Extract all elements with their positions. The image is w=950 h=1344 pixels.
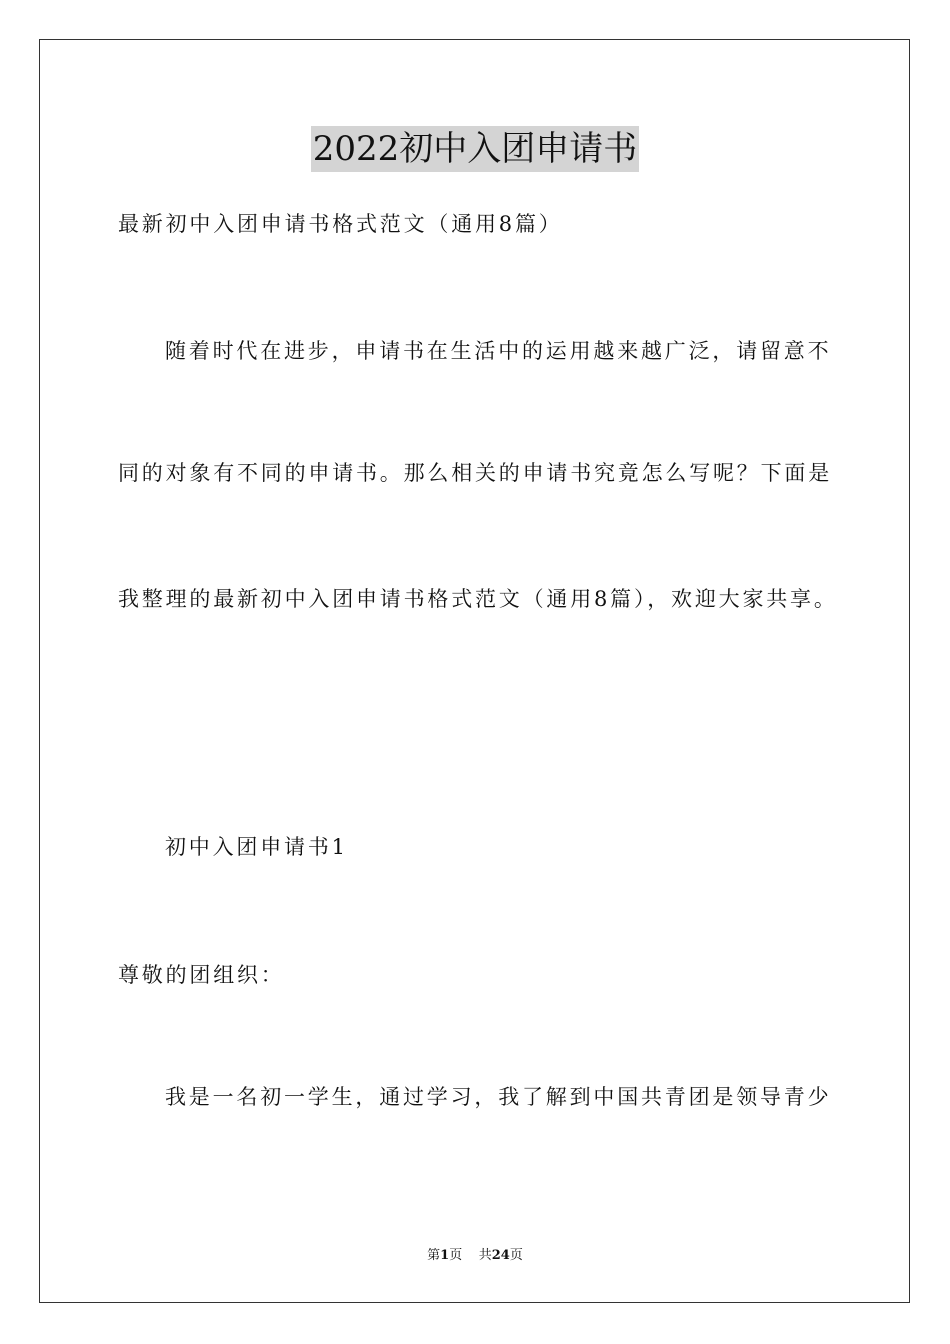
footer-total-suffix: 页 [509,1248,523,1263]
page-footer [0,1247,950,1265]
body-line: 我是一名初一学生，通过学习，我了解到中国共青团是领导青少 [165,1085,832,1109]
footer-page-suffix: 页 [449,1248,463,1263]
paragraph-line-1: 随着时代在进步，申请书在生活中的运用越来越广泛，请留意不 [165,339,832,363]
footer-page-number: 1 [440,1248,450,1263]
title-container [0,126,950,172]
document-title: 2022初中入团申请书 [311,126,640,172]
paragraph-line-2: 同的对象有不同的申请书。那么相关的申请书究竟怎么写呢？下面是 [118,461,832,485]
paragraph-line-3: 我整理的最新初中入团申请书格式范文（通用8篇），欢迎大家共享。 [118,587,838,611]
footer-page-prefix: 第 [427,1248,441,1263]
section-heading: 初中入团申请书1 [165,835,348,859]
footer-total-prefix: 共 [478,1248,492,1263]
document-subtitle: 最新初中入团申请书格式范文（通用8篇） [118,212,563,236]
footer-total-pages: 24 [491,1248,510,1263]
salutation: 尊敬的团组织： [118,963,285,987]
